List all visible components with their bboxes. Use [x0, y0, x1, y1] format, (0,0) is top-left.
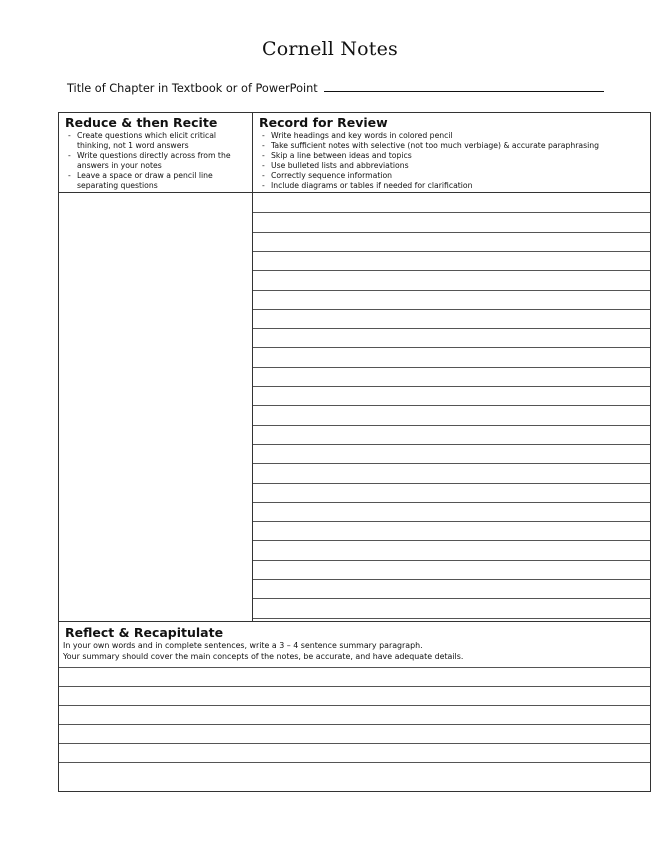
notes-column-heading: Record for Review [259, 115, 388, 130]
instruction-item: - Leave a space or draw a pencil line separating questions [65, 171, 252, 191]
notes-rule-line[interactable] [253, 270, 650, 271]
notes-rule-line[interactable] [253, 502, 650, 503]
notes-rule-line[interactable] [253, 618, 650, 619]
cue-column[interactable] [59, 193, 253, 621]
notes-rule-line[interactable] [253, 540, 650, 541]
chapter-title-field[interactable] [67, 80, 604, 95]
notes-rule-line[interactable] [253, 309, 650, 310]
notes-rule-line[interactable] [253, 212, 650, 213]
summary-rule-line[interactable] [59, 667, 650, 668]
cue-column-heading: Reduce & then Recite [65, 115, 218, 130]
instruction-item: - Correctly sequence information [259, 171, 650, 181]
page-title: Cornell Notes [261, 38, 399, 60]
summary-section [59, 621, 650, 792]
notes-rule-line[interactable] [253, 367, 650, 368]
instruction-item: - Write headings and key words in colored pencil [259, 131, 650, 141]
chapter-title-blank[interactable] [324, 80, 604, 92]
notes-column-instructions [253, 131, 650, 191]
summary-rule-line[interactable] [59, 705, 650, 706]
notes-rule-line[interactable] [253, 347, 650, 348]
instruction-item: - Write questions directly across from the answers in your notes [65, 151, 252, 171]
notes-rule-line[interactable] [253, 598, 650, 599]
cue-column-instructions [59, 131, 252, 191]
instruction-item: - Use bulleted lists and abbreviations [259, 161, 650, 171]
summary-instruction-2: Your summary should cover the main concepts of the notes, be accurate, and have adequate details. [63, 652, 464, 661]
instruction-item: - Include diagrams or tables if needed for clarification [259, 181, 650, 191]
notes-rule-line[interactable] [253, 483, 650, 484]
notes-rule-line[interactable] [253, 386, 650, 387]
summary-heading: Reflect & Recapitulate [65, 625, 224, 640]
instruction-item: - Create questions which elicit critical thinking, not 1 word answers [65, 131, 252, 151]
notes-column-header [253, 113, 650, 193]
summary-instruction-1: In your own words and in complete sentences, write a 3 – 4 sentence summary paragraph. [63, 641, 423, 650]
notes-rule-line[interactable] [253, 560, 650, 561]
chapter-title-label: Title of Chapter in Textbook or of PowerPoint [67, 82, 318, 95]
summary-rule-line[interactable] [59, 762, 650, 763]
notes-rule-line[interactable] [253, 290, 650, 291]
notes-rule-line[interactable] [253, 328, 650, 329]
notes-rule-line[interactable] [253, 463, 650, 464]
notes-rule-line[interactable] [253, 425, 650, 426]
notes-rule-line[interactable] [253, 405, 650, 406]
notes-rule-line[interactable] [253, 444, 650, 445]
cue-column-header [59, 113, 253, 193]
notes-rule-line[interactable] [253, 251, 650, 252]
summary-rule-line[interactable] [59, 743, 650, 744]
instruction-item: - Take sufficient notes with selective (not too much verbiage) & accurate paraphrasing [259, 141, 650, 151]
notes-column[interactable] [253, 193, 650, 621]
summary-rule-line[interactable] [59, 724, 650, 725]
notes-rule-line[interactable] [253, 521, 650, 522]
notes-rule-line[interactable] [253, 232, 650, 233]
notes-rule-line[interactable] [253, 579, 650, 580]
instruction-item: - Skip a line between ideas and topics [259, 151, 650, 161]
cornell-notes-sheet [58, 112, 651, 792]
summary-rule-line[interactable] [59, 686, 650, 687]
